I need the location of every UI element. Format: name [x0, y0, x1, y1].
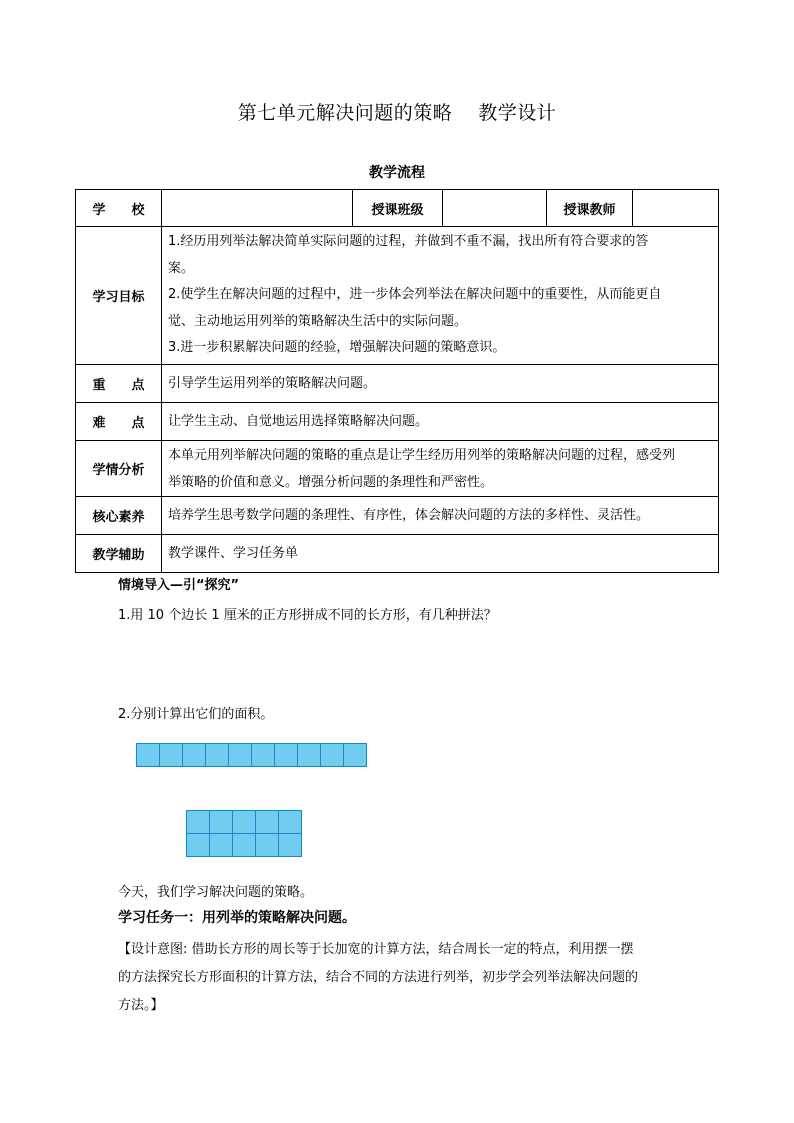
row-content-difficulty: 让学生主动、自觉地运用选择策略解决问题。	[162, 403, 719, 441]
unit-square	[252, 744, 275, 767]
unit-square	[298, 744, 321, 767]
unit-square	[279, 811, 302, 834]
unit-square	[183, 744, 206, 767]
today-text: 今天，我们学习解决问题的策略。	[118, 885, 314, 900]
unit-square	[210, 811, 233, 834]
table-row	[76, 535, 719, 573]
unit-square	[256, 811, 279, 834]
two-by-five-block-figure	[186, 810, 303, 858]
goal-line: 觉、主动地运用列举的策略解决生活中的实际问题。	[168, 313, 468, 329]
table-row	[76, 227, 719, 365]
row-label-key-point: 重 点	[76, 365, 162, 403]
unit-square	[187, 834, 210, 857]
design-intent-line: 的方法探究长方形面积的计算方法，结合不同的方法进行列举，初步学会列举法解决问题的	[118, 970, 639, 985]
analysis-line: 本单元用列举解决问题的策略的重点是让学生经历用列举的策略解决问题的过程，感受列	[168, 447, 676, 463]
row-content-literacy: 培养学生思考数学问题的条理性、有序性，体会解决问题的方法的多样性、灵活性。	[162, 497, 719, 535]
unit-square	[321, 744, 344, 767]
row-label-difficulty: 难 点	[76, 403, 162, 441]
goal-line: 案。	[168, 260, 195, 276]
row-content-analysis	[162, 441, 719, 497]
row-content-key-point: 引导学生运用列举的策略解决问题。	[162, 365, 719, 403]
teaching-plan-table	[75, 189, 719, 573]
table-header-row	[76, 190, 719, 227]
table-row	[76, 497, 719, 535]
ten-square-strip-figure	[136, 743, 368, 767]
task-1-heading: 学习任务一：用列举的策略解决问题。	[118, 910, 356, 926]
unit-square	[160, 744, 183, 767]
teacher-value	[633, 190, 719, 227]
row-label-literacy: 核心素养	[76, 497, 162, 535]
intro-heading: 情境导入—引“探究”	[118, 578, 240, 593]
table-row	[76, 441, 719, 497]
design-intent-line: 【设计意图: 借助长方形的周长等于长加宽的计算方法，结合周长一定的特点，利用摆一摆	[118, 942, 634, 957]
unit-square	[256, 834, 279, 857]
table-row	[76, 403, 719, 441]
table-row	[76, 365, 719, 403]
unit-square	[206, 744, 229, 767]
unit-square	[187, 811, 210, 834]
unit-square	[275, 744, 298, 767]
goal-line: 1.经历用列举法解决简单实际问题的过程，并做到不重不漏，找出所有符合要求的答	[168, 234, 649, 250]
unit-square	[137, 744, 160, 767]
question-2: 2.分别计算出它们的面积。	[118, 707, 274, 722]
row-label-aids: 教学辅助	[76, 535, 162, 573]
section-subtitle: 教学流程	[369, 165, 425, 181]
design-intent-line: 方法。】	[118, 998, 164, 1013]
row-label-goals: 学习目标	[76, 227, 162, 365]
row-content-aids: 教学课件、学习任务单	[162, 535, 719, 573]
class-label: 授课班级	[353, 190, 443, 227]
class-value	[443, 190, 547, 227]
row-label-analysis: 学情分析	[76, 441, 162, 497]
row-content-goals	[162, 227, 719, 365]
unit-square	[210, 834, 233, 857]
unit-square	[229, 744, 252, 767]
school-label: 学 校	[76, 190, 162, 227]
school-value	[162, 190, 353, 227]
unit-square	[233, 811, 256, 834]
design-intent	[118, 936, 688, 1020]
goal-line: 2.使学生在解决问题的过程中，进一步体会列举法在解决问题中的重要性，从而能更自	[168, 287, 662, 303]
unit-square	[279, 834, 302, 857]
teacher-label: 授课教师	[547, 190, 633, 227]
question-1: 1.用 10 个边长 1 厘米的正方形拼成不同的长方形，有几种拼法？	[118, 608, 497, 623]
goal-line: 3.进一步积累解决问题的经验，增强解决问题的策略意识。	[168, 340, 506, 356]
document-title: 第七单元解决问题的策略 教学设计	[237, 102, 557, 124]
unit-square	[233, 834, 256, 857]
unit-square	[344, 744, 367, 767]
analysis-line: 举策略的价值和意义。增强分析问题的条理性和严密性。	[168, 474, 494, 490]
